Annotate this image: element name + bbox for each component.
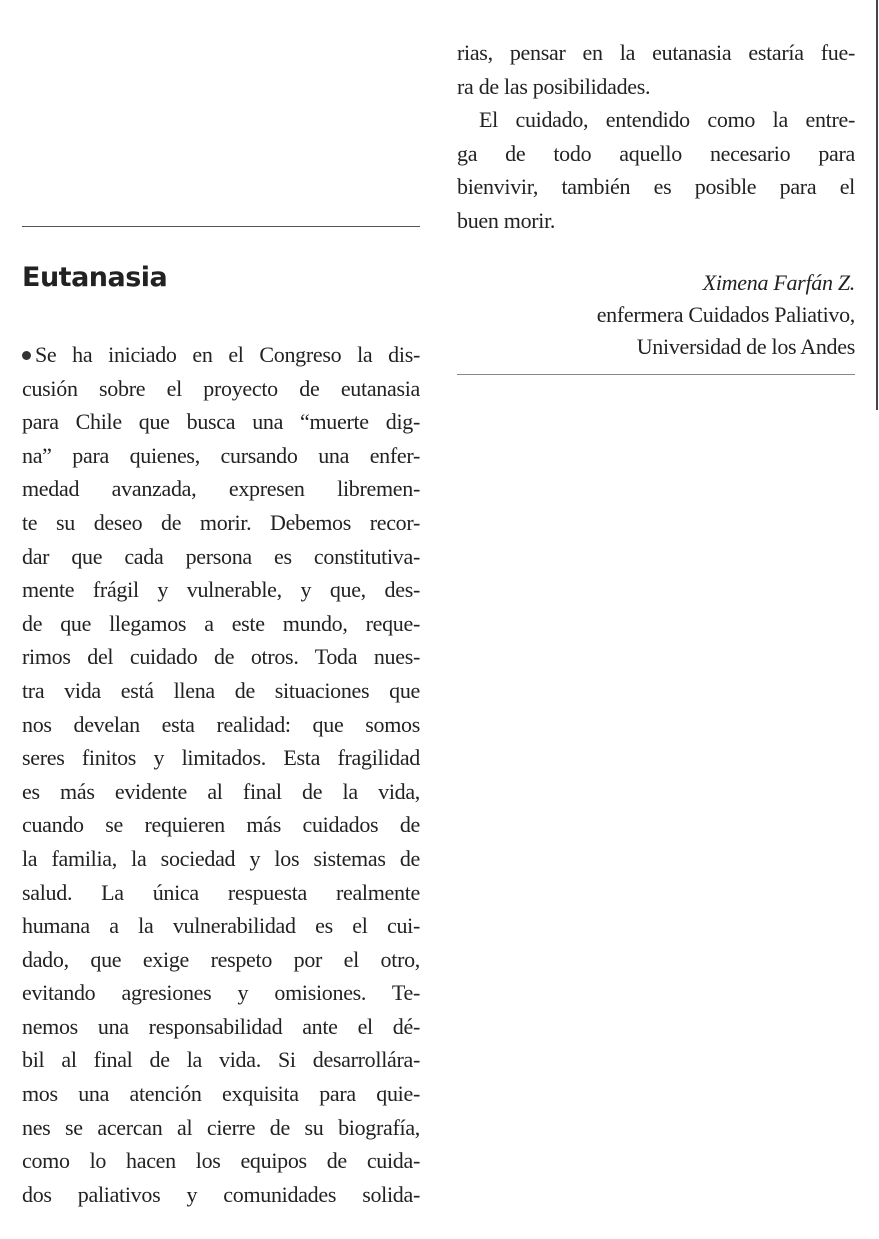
- body-line: humana a la vulnerabilidad es el cui-: [22, 913, 420, 939]
- body-line: la familia, la sociedad y los sistemas de: [22, 845, 420, 871]
- body-line: nemos una responsabilidad ante el dé-: [22, 1013, 420, 1039]
- body-line: buen morir.: [457, 207, 556, 233]
- page-edge-rule: [876, 0, 878, 410]
- body-line: na” para quienes, cursando una enfer-: [22, 442, 420, 468]
- body-line: rimos del cuidado de otros. Toda nues-: [22, 644, 420, 670]
- article-body-right: [457, 36, 855, 238]
- article-headline: Eutanasia: [22, 262, 168, 293]
- body-line: salud. La única respuesta realmente: [22, 879, 420, 905]
- body-line: mos una atención exquisita para quie-: [22, 1081, 420, 1107]
- author-institution: Universidad de los Andes: [636, 334, 855, 359]
- author-role: enfermera Cuidados Paliativo,: [596, 302, 855, 327]
- body-line: evitando agresiones y omisiones. Te-: [22, 980, 420, 1006]
- author-signature: [457, 267, 855, 363]
- body-line: nos develan esta realidad: que somos: [22, 711, 420, 737]
- body-line: para Chile que busca una “muerte dig-: [22, 409, 420, 435]
- body-line: rias, pensar en la eutanasia estaría fue-: [457, 40, 855, 65]
- body-line: mente frágil y vulnerable, y que, des-: [22, 577, 420, 603]
- body-line: dar que cada persona es constitutiva-: [22, 543, 420, 569]
- body-line: como lo hacen los equipos de cuida-: [22, 1148, 420, 1174]
- body-line: El cuidado, entendido como la entre-: [479, 107, 855, 133]
- body-line: cuando se requieren más cuidados de: [22, 812, 420, 838]
- article-body-left: [22, 338, 420, 1211]
- body-line: es más evidente al final de la vida,: [22, 778, 420, 804]
- body-line: dos paliativos y comunidades solida-: [22, 1181, 420, 1207]
- body-line: de que llegamos a este mundo, reque-: [22, 610, 420, 636]
- body-line: seres finitos y limitados. Esta fragilidad: [22, 745, 420, 771]
- body-line: bienvivir, también es posible para el: [457, 174, 855, 200]
- body-line: nes se acercan al cierre de su biografía,: [22, 1114, 420, 1140]
- body-line: tra vida está llena de situaciones que: [22, 677, 420, 703]
- author-name: Ximena Farfán Z.: [702, 270, 855, 295]
- body-line: ra de las posibilidades.: [457, 73, 651, 99]
- signature-divider: [457, 374, 855, 375]
- body-line: bil al final de la vida. Si desarrollára-: [22, 1047, 420, 1073]
- body-line: [22, 338, 420, 372]
- section-divider: [22, 226, 420, 227]
- body-line: medad avanzada, expresen libremen-: [22, 476, 420, 502]
- bullet-icon: [22, 351, 31, 360]
- body-line: dado, que exige respeto por el otro,: [22, 946, 420, 972]
- body-line-text: Se ha iniciado en el Congreso la dis-: [35, 342, 420, 367]
- body-line: cusión sobre el proyecto de eutanasia: [22, 375, 420, 401]
- body-line: te su deseo de morir. Debemos recor-: [22, 509, 420, 535]
- body-line: ga de todo aquello necesario para: [457, 140, 855, 166]
